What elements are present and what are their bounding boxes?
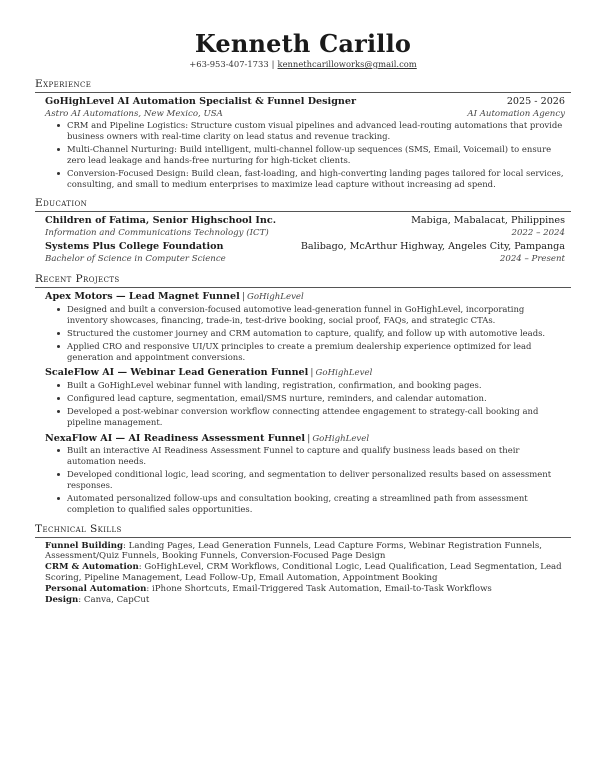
- bullet-item: CRM and Pipeline Logistics: Structure custom visual pipelines and advanced lead-routing automations that provide business owners with real-time clarity on lead status and revenue tracking.: [67, 120, 565, 142]
- project-name: NexaFlow AI — AI Readiness Assessment Funnel: [45, 432, 306, 444]
- project-separator: |: [310, 367, 314, 379]
- skill-text: : GoHighLevel, CRM Workflows, Conditional Logic, Lead Qualification, Lead Segmentation, Lead Scoring, Pipeline Management, Lead Follow-Up, Email Automation, Appointment Booking: [45, 562, 562, 584]
- skill-text: : Landing Pages, Lead Generation Funnels, Lead Capture Forms, Webinar Registration Funnels, Assessment/Quiz Funnels, Booking Funnels, Conversion-Focused Page Design: [45, 540, 542, 562]
- skill-text: : iPhone Shortcuts, Email-Triggered Task Automation, Email-to-Task Workflows: [146, 584, 492, 595]
- project-separator: |: [307, 432, 311, 444]
- education-entry: [35, 215, 571, 239]
- job-role: GoHighLevel AI Automation Specialist & Funnel Designer: [45, 96, 357, 107]
- school-name: Children of Fatima, Senior Highschool Inc.: [45, 215, 277, 227]
- skills-section: [35, 523, 571, 606]
- resume-header: [35, 30, 571, 70]
- skill-line: [45, 562, 565, 584]
- project-bullets: [45, 304, 565, 363]
- experience-section: [35, 78, 571, 189]
- school-name: Systems Plus College Foundation: [45, 241, 224, 253]
- skill-line: [45, 541, 565, 563]
- bullet-item: Automated personalized follow-ups and consultation booking, creating a streamlined path from assessment completion to qualified sales opportunities.: [67, 493, 565, 515]
- project-name: ScaleFlow AI — Webinar Lead Generation Funnel: [45, 367, 309, 379]
- project-tool: GoHighLevel: [312, 433, 370, 444]
- project-name: Apex Motors — Lead Magnet Funnel: [45, 291, 240, 303]
- project-separator: |: [241, 291, 245, 303]
- project-tool: GoHighLevel: [315, 368, 373, 379]
- skill-label: Design: [45, 595, 79, 606]
- phone-number: +63-953-407-1733: [189, 59, 269, 69]
- section-title-education: Education: [35, 197, 571, 212]
- company-name: Astro AI Automations, New Mexico, USA: [45, 108, 223, 119]
- skill-label: CRM & Automation: [45, 562, 139, 573]
- bullet-item: Conversion-Focused Design: Build clean, fast-loading, and high-converting landing pages tailored for local services, consulting, and small to medium enterprises to maximize lead capture without increasing ad spend.: [67, 167, 564, 189]
- school-location: Balibago, McArthur Highway, Angeles City, Pampanga: [300, 241, 565, 253]
- program-name: Information and Communications Technology (ICT): [45, 227, 269, 238]
- section-title-projects: Recent Projects: [35, 273, 571, 288]
- contact-line: [35, 58, 571, 70]
- skill-line: [45, 595, 565, 606]
- section-title-experience: Experience: [35, 78, 571, 93]
- bullet-item: Multi-Channel Nurturing: Build intelligent, multi-channel follow-up sequences (SMS, Email, Voicemail) to ensure zero lead leakage and hands-free nurturing for high-ticket clients.: [67, 144, 565, 166]
- project-entry: [35, 433, 571, 515]
- bullet-item: Built an interactive AI Readiness Assessment Funnel to capture and qualify business leads based on their automation needs.: [67, 445, 565, 467]
- bullet-item: Designed and built a conversion-focused automotive lead-generation funnel in GoHighLevel, incorporating inventory showcases, financing, trade-in, test-drive booking, social proof, FAQs, and strategic CTAs.: [67, 304, 565, 326]
- bullet-item: Structured the customer journey and CRM automation to capture, qualify, and follow up with automotive leads.: [67, 328, 565, 339]
- bullet-item: Developed conditional logic, lead scoring, and segmentation to deliver personalized results based on assessment responses.: [67, 469, 565, 491]
- project-entry: [35, 367, 571, 427]
- skill-line: [45, 584, 565, 595]
- bullet-item: Applied CRO and responsive UI/UX principles to create a premium dealership experience optimized for lead generation and appointment conversions.: [67, 341, 565, 363]
- experience-bullets: [45, 120, 565, 189]
- contact-separator: |: [271, 59, 275, 69]
- program-name: Bachelor of Science in Computer Science: [45, 253, 226, 264]
- email-link[interactable]: kennethcarilloworks@gmail.com: [277, 59, 417, 69]
- school-location: Mabiga, Mabalacat, Philippines: [411, 215, 565, 227]
- skill-label: Funnel Building: [45, 540, 123, 551]
- skill-label: Personal Automation: [45, 584, 147, 595]
- company-type: AI Automation Agency: [467, 108, 565, 119]
- bullet-item: Developed a post-webinar conversion workflow connecting attendee engagement to strategy-call booking and pipeline management.: [67, 406, 565, 428]
- projects-section: [35, 273, 571, 514]
- education-dates: 2022 – 2024: [511, 227, 565, 238]
- section-title-skills: Technical Skills: [35, 523, 571, 538]
- education-entry: [35, 241, 571, 265]
- education-section: [35, 197, 571, 265]
- project-bullets: [45, 445, 565, 514]
- education-dates: 2024 – Present: [499, 253, 565, 264]
- skill-text: : Canva, CapCut: [78, 595, 150, 606]
- bullet-item: Configured lead capture, segmentation, email/SMS nurture, reminders, and calendar automation.: [67, 393, 565, 404]
- project-bullets: [45, 380, 565, 428]
- candidate-name: Kenneth Carillo: [194, 29, 412, 58]
- project-tool: GoHighLevel: [246, 292, 304, 303]
- job-dates: 2025 - 2026: [506, 96, 565, 107]
- experience-entry: [35, 96, 571, 189]
- bullet-item: Built a GoHighLevel webinar funnel with landing, registration, confirmation, and booking pages.: [67, 380, 565, 391]
- skills-list: [35, 541, 571, 606]
- project-entry: [35, 291, 571, 362]
